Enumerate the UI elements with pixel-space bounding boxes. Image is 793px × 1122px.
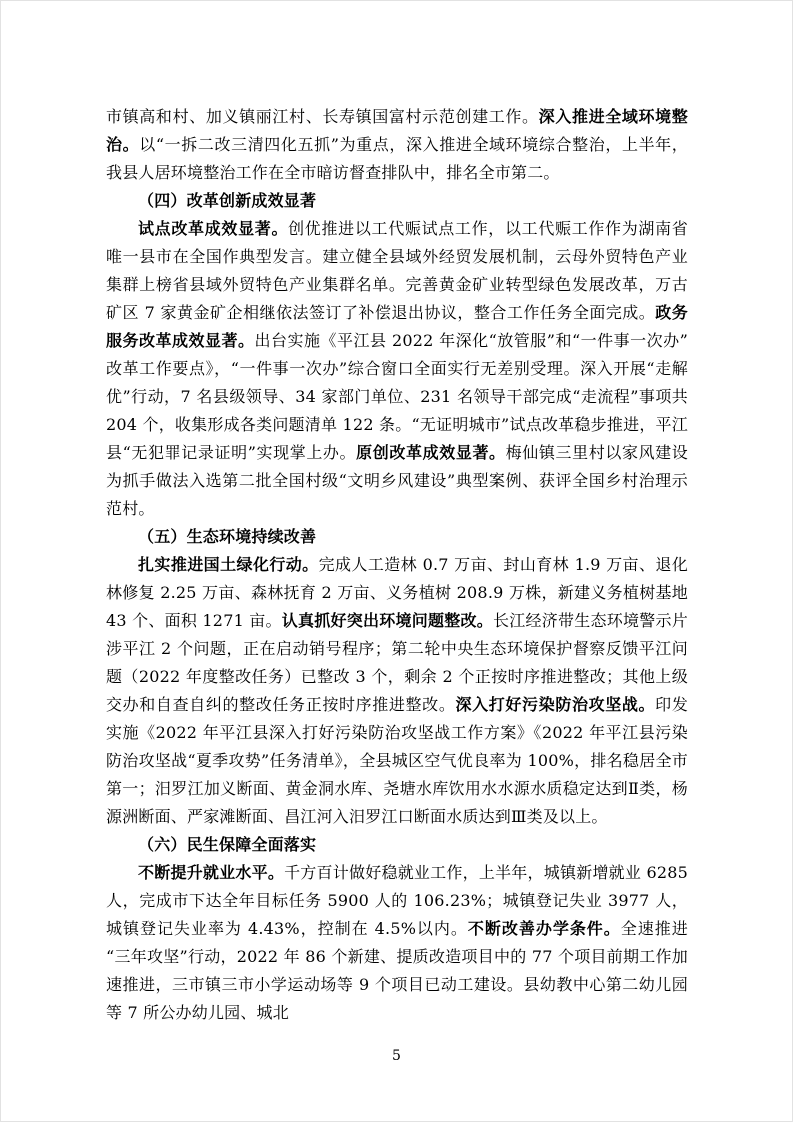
text-run: 千方百计做好稳就业工作，上半年，城镇新增就业 6285 人，完成市下达全年目标任务 5900 人的 106.23%；城镇登记失业 3977 人，城镇登记失业率为 4.43%，控制在 4.5%以内。 [106,863,688,938]
page-footer [0,1048,793,1064]
paragraph-reform [106,215,688,523]
bold-lead-in: 深入推进全域环境整治。 [106,107,688,154]
bold-lead-in: 试点改革成效显著。 [138,219,289,238]
document-body [106,103,688,1027]
text-run: 长江经济带生态环境警示片涉平江 2 个问题，正在启动销号程序；第二轮中央生态环境保护督察反馈平江问题（2022 年度整改任务）已整改 3 个，剩余 2 个正按时序推进整改；其他上级交办和自查自纠的整改任务正按时序推进整改。 [106,611,688,714]
bold-lead-in: 扎实推进国土绿化行动。 [138,555,319,574]
section-heading-reform: （四）改革创新成效显著 [138,191,317,210]
section-heading-livelihood: （六）民生保障全面落实 [138,835,317,854]
section-heading-ecology: （五）生态环境持续改善 [138,527,317,546]
page-number: 5 [392,1048,401,1064]
bold-lead-in: 不断改善办学条件。 [467,919,621,938]
bold-lead-in: 政务服务改革成效显著。 [106,303,688,350]
text-run: 完成人工造林 0.7 万亩、封山育林 1.9 万亩、退化林修复 2.25 万亩、森林抚育 2 万亩、义务植树 208.9 万株，新建义务植树基地 43 个、面积 1271 亩。 [106,555,688,630]
bold-lead-in: 原创改革成效显著。 [356,443,506,462]
paragraph-environment-remediation [106,103,688,187]
bold-lead-in: 认真抓好突出环境问题整改。 [281,611,494,630]
text-run: 出台实施《平江县 2022 年深化“放管服”和“一件事一次办”改革工作要点》，“一件事一次办”综合窗口全面实行无差别受理。深入开展“走解优”行动，7 名县级领导、34 家部门单位、231 名领导干部完成“走流程”事项共 204 个，收集形成各类问题清单 122 条。“无证明城市”试点改革稳步推进，平江县“无犯罪记录证明”实现掌上办。 [106,331,688,462]
bold-lead-in: 不断提升就业水平。 [138,863,285,882]
text-run: 全速推进“三年攻坚”行动，2022 年 86 个新建、提质改造项目中的 77 个项目前期工作加速推进，三市镇三市小学运动场等 9 个项目已动工建设。县幼教中心第二幼儿园等 7 所公办幼儿园、城北 [106,919,688,1022]
paragraph-ecology [106,551,688,831]
paragraph-livelihood [106,859,688,1027]
text-run: 印发实施《2022 年平江县深入打好污染防治攻坚战工作方案》《2022 年平江县污染防治攻坚战“夏季攻势”任务清单》，全县城区空气优良率为 100%，排名稳居全市第一；汨罗江加义断面、黄金洞水库、尧塘水库饮用水水源水质稳定达到Ⅱ类，杨源洲断面、严家滩断面、昌江河入汨罗江口断面水质达到Ⅲ类及以上。 [106,695,689,826]
text-run: 以“一拆二改三清四化五抓”为重点，深入推进全域环境综合整治，上半年，我县人居环境整治工作在全市暗访督查排队中，排名全市第二。 [106,135,688,182]
text-run: 市镇高和村、加义镇丽江村、长寿镇国富村示范创建工作。 [106,107,539,126]
bold-lead-in: 深入打好污染防治攻坚战。 [455,695,656,714]
text-run: 创优推进以工代赈试点工作，以工代赈工作作为湖南省唯一县市在全国作典型发言。建立健全县域外经贸发展机制，云母外贸特色产业集群上榜省县域外贸特色产业集群名单。完善黄金矿业转型绿色发展改革，万古矿区 7 家黄金矿企相继依法签订了补偿退出协议，整合工作任务全面完成。 [106,219,688,322]
text-run: 梅仙镇三里村以家风建设为抓手做法入选第二批全国村级“文明乡风建设”典型案例、获评全国乡村治理示范村。 [106,443,688,518]
